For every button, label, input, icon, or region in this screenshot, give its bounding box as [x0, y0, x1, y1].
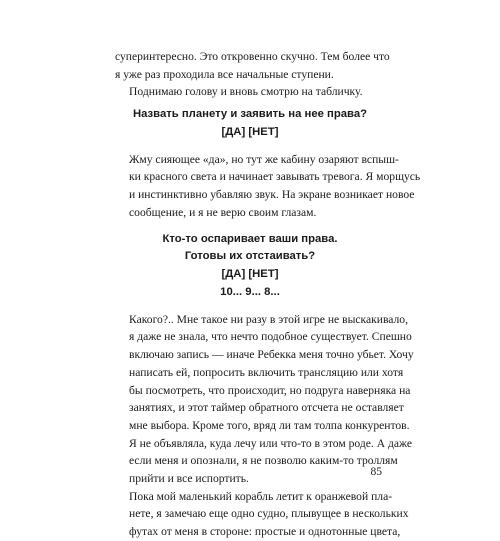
- text-line: я даже не знала, что нечто подобное существует. Спешно: [129, 330, 412, 344]
- text-line: включаю запись — иначе Ребекка меня точно убьет. Хочу: [129, 348, 414, 362]
- text-line: Жму сияющее «да», но тут же кабину озаряют вспыш-: [129, 152, 399, 166]
- system-prompt-options: [ДА] [НЕТ]: [221, 125, 279, 138]
- text-line: футах от меня в стороне: простые и однотонные цвета,: [129, 525, 401, 539]
- text-line: Пока мой маленький корабль летит к оранжевой пла-: [129, 489, 393, 503]
- countdown-timer: 10... 9... 8...: [220, 285, 280, 298]
- paragraph-2: [115, 83, 385, 101]
- text-line: ки красного света и начинает завывать тревога. Я морщусь: [129, 170, 421, 184]
- system-message-line-2: Готовы их отстаивать?: [184, 250, 316, 263]
- text-line: занятиях, и этот таймер обратного отсчета не оставляет: [129, 401, 404, 415]
- text-line: бы посмотреть, что происходит, но подруга наверняка на: [129, 383, 411, 397]
- text-line: сообщение, и я не верю своим глазам.: [129, 205, 317, 219]
- text-line: если меня и опознали, я не позволю каким-то троллям: [129, 454, 398, 468]
- system-message-options: [ДА] [НЕТ]: [221, 268, 279, 281]
- text-line: я уже раз проходила все начальные ступени.: [115, 67, 334, 81]
- text-line: Я не объявляла, куда лечу или что-то в этом роде. А даже: [129, 436, 413, 450]
- text-line: и инстинктивно убавляю звук. На экране возникает новое: [129, 188, 415, 202]
- text-line: мне выбора. Кроме того, вряд ли там толпа конкурентов.: [129, 418, 410, 432]
- text-line: Какого?.. Мне такое ни разу в этой игре не выскакивало,: [129, 312, 409, 326]
- system-message-line-1: Кто-то оспаривает ваши права.: [162, 232, 338, 245]
- text-line: нете, я замечаю еще одно судно, плывущее в нескольких: [129, 507, 409, 521]
- paragraph-5: [115, 488, 409, 541]
- text-line: Поднимаю голову и вновь смотрю на табличку.: [129, 85, 363, 99]
- page-number: 85: [370, 466, 382, 478]
- text-line: написать ей, попросить включить трансляцию или хотя: [129, 365, 404, 379]
- system-prompt-question: Назвать планету и заявить на нее права?: [132, 108, 368, 121]
- paragraph-1: [115, 48, 390, 83]
- paragraph-4: [115, 311, 414, 488]
- text-line: прийти и все испортить.: [129, 472, 249, 486]
- paragraph-3: [115, 151, 421, 222]
- text-line: суперинтересно. Это откровенно скучно. Тем более что: [115, 50, 390, 63]
